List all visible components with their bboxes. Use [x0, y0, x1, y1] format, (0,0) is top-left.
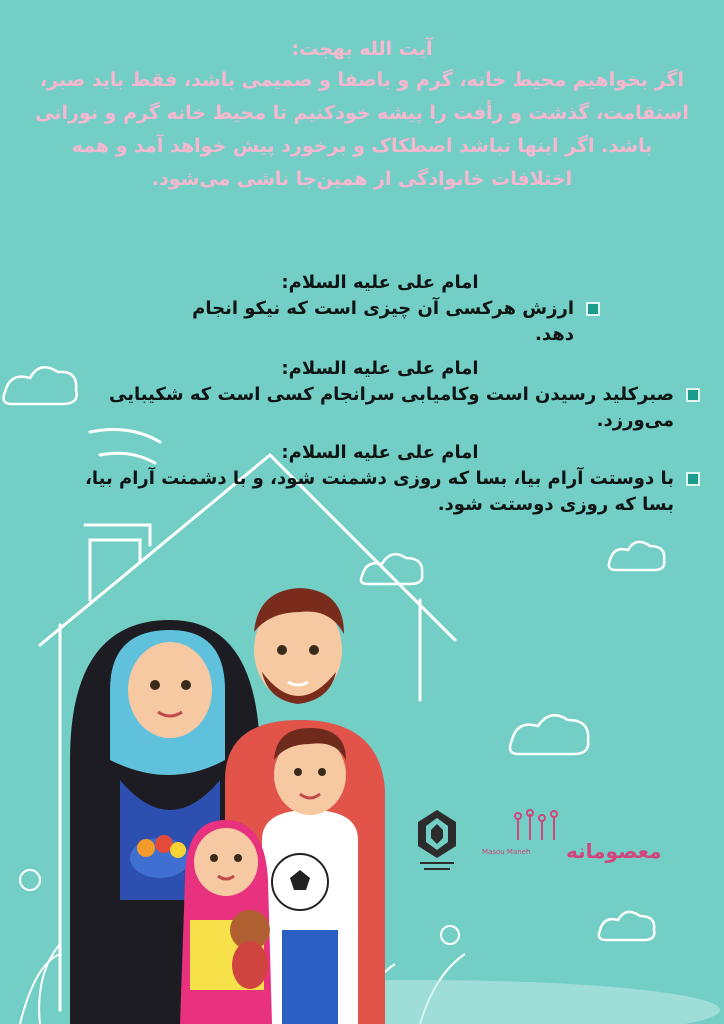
girl-figure	[180, 820, 272, 1024]
quote-line-3: باشد. اگر اینها نباشد اصطکاک و برخورد پیش خواهد آمد و همه	[71, 135, 653, 157]
masoumaneh-logo-text: معصومانه	[566, 839, 662, 863]
hadith-text: ارزش هرکسی آن چیزی است که نیکو انجام دهد.	[160, 296, 600, 348]
institute-logo	[412, 806, 462, 876]
quote-title: آیت الله بهجت:	[291, 38, 433, 60]
boy-figure	[262, 728, 358, 1024]
hadith-heading: امام علی علیه السلام:	[281, 358, 479, 379]
hadith-heading: امام علی علیه السلام:	[281, 442, 479, 463]
square-bullet-icon	[686, 472, 700, 486]
hadith-block-1	[160, 270, 600, 348]
square-bullet-icon	[686, 388, 700, 402]
quote-line-4: اختلافات خانوادگی از همین‌جا ناشی می‌شود.	[151, 168, 573, 190]
hadith-block-2	[60, 356, 700, 434]
masoumaneh-logo	[478, 810, 662, 880]
hadith-block-3	[60, 440, 700, 518]
hadith-heading: امام علی علیه السلام:	[281, 272, 479, 293]
quote-line-1: اگر بخواهیم محیط خانه، گرم و باصفا و صمیمی باشد، فقط باید صبر،	[40, 69, 684, 91]
bahjat-quote	[30, 38, 694, 196]
square-bullet-icon	[586, 302, 600, 316]
quote-line-2: استقامت، گذشت و رأفت را پیشه خودکنیم تا محیط خانه گرم و نورانی	[35, 102, 689, 124]
hadith-text: با دوستت آرام بیا، بسا که روزی دشمنت شود، و با دشمنت آرام بیا، بسا که روزی دوستت شود.	[60, 466, 700, 518]
hadith-text: صبرکلید رسیدن است وکامیابی سرانجام کسی است که شکیبایی می‌ورزد.	[60, 382, 700, 434]
masoumaneh-logo-latin: Masou Maneh	[482, 848, 531, 856]
